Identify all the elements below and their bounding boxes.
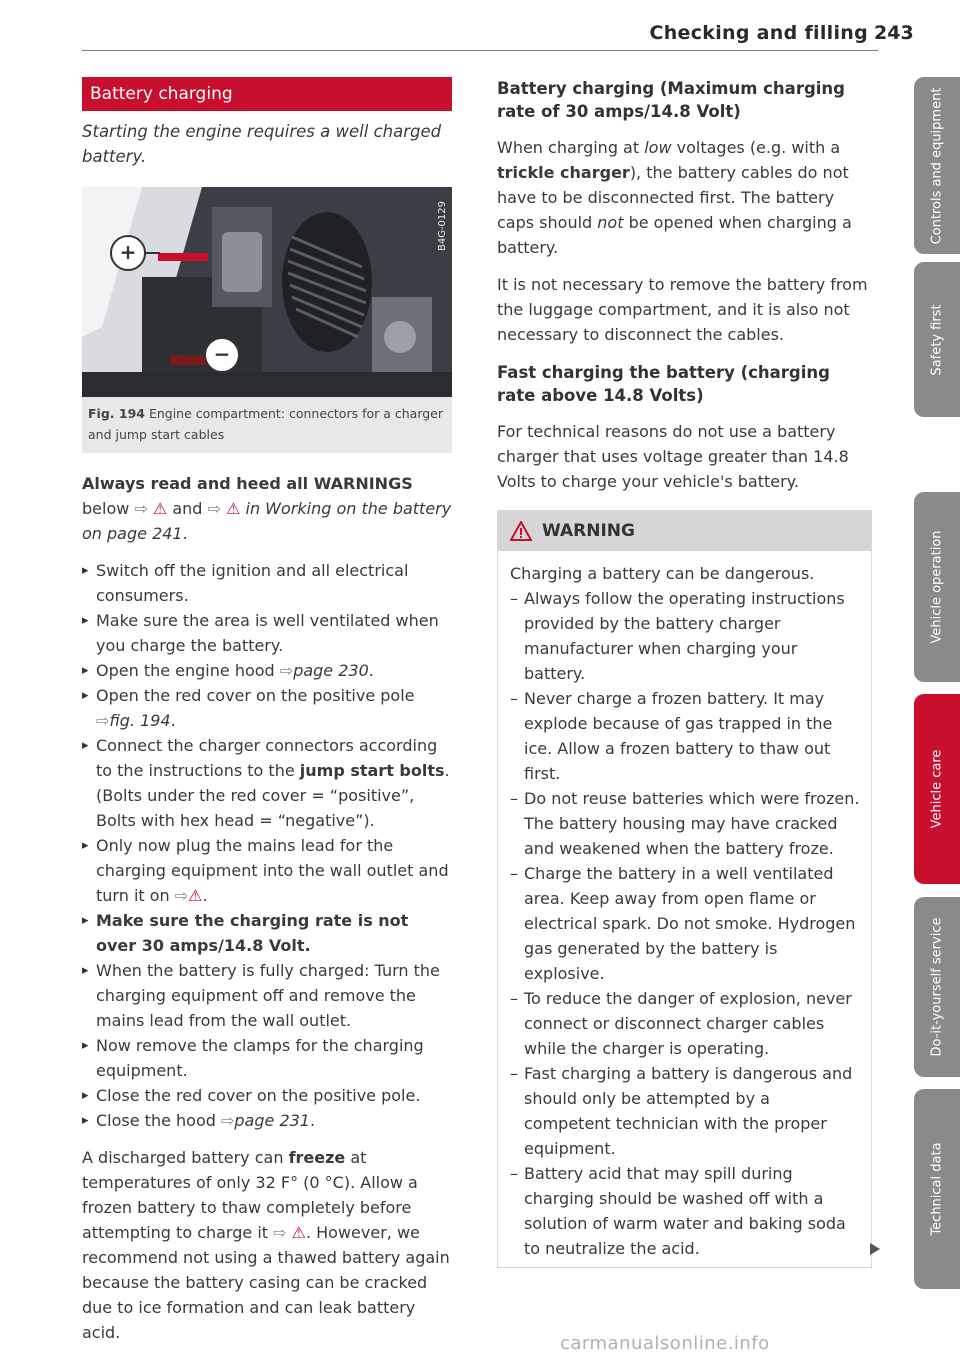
figure-caption [82,397,452,453]
list-item: – Charge the battery in a well ventilated area. Keep away from open flame or electrical spark. Do not smoke. Hydrogen gas generated by the battery is explosive. [510,861,861,986]
arrow-icon: ⇨ [134,499,148,518]
arrow-icon: ⇨ [174,886,189,905]
tab-safety-first[interactable]: Safety first [914,262,960,417]
warning-triangle-icon: ⚠ [291,1223,306,1242]
list-item: ▸ Open the red cover on the positive pole ⇨fig. 194. [82,683,452,733]
warning-triangle-icon: ⚠ [152,499,168,518]
figure-code: B4G-0129 [437,201,448,252]
procedure-steps [82,558,452,1133]
list-item: – Always follow the operating instructions provided by the battery charger manufacturer when charging your battery. [510,586,861,686]
technical-paragraph: For technical reasons do not use a battery charger that uses voltage greater than 14.8 Volts to charge your vehicle's battery. [497,422,849,491]
arrow-icon: ⇨ [96,711,110,730]
engine-compartment-figure [82,187,452,397]
warning-triangle-icon [510,521,532,541]
freeze-paragraph: A discharged battery can freeze at temperatures of only 32 F° (0 °C). Allow a frozen battery to thaw completely before attempting to charge it ⇨ ⚠. However, we recommend not using a thawed battery again because the battery casing can be cracked due to ice formation and can leak battery acid. [82,1148,450,1342]
list-item: – Never charge a frozen battery. It may explode because of gas trapped in the ice. Allow a frozen battery to thaw out first. [510,686,861,786]
warning-body [498,551,871,1267]
arrow-icon: ⇨ [279,661,294,680]
list-item: ▸ Open the engine hood ⇨page 230. [82,658,452,683]
arrow-icon: ⇨ [273,1223,287,1242]
section-heading: Battery charging [82,77,452,111]
figure-caption-text: Engine compartment: connectors for a charger and jump start cables [88,406,444,442]
list-item: – Battery acid that may spill during charging should be washed off with a solution of warm water and baking soda to neutralize the acid. [510,1161,861,1261]
minus-symbol: − [213,342,231,366]
right-column [497,77,872,1268]
warning-triangle-icon: ⚠ [226,499,241,518]
cross-reference-link[interactable]: in Working on the battery on page 241 [82,499,452,543]
warning-triangle-icon: ⚠ [188,886,203,905]
warning-box-header [498,511,871,551]
list-item: ▸ Now remove the clamps for the charging equipment. [82,1033,452,1083]
page-link[interactable]: page 230 [293,661,369,680]
figure-link[interactable]: fig. 194 [109,711,171,730]
section-intro: Starting the engine requires a well charged battery. [82,122,442,166]
list-item: ▸ Close the hood ⇨page 231. [82,1108,452,1133]
arrow-icon: ⇨ [220,1111,235,1130]
list-item: ▸ When the battery is fully charged: Turn the charging equipment off and remove the mains lead from the wall outlet. [82,958,452,1033]
subheading-max-rate: Battery charging (Maximum charging rate of 30 amps/14.8 Volt) [497,79,845,121]
page-link[interactable]: page 231 [234,1111,310,1130]
header-rule [82,50,878,51]
arrow-icon: ⇨ [207,499,221,518]
continued-arrow-icon [870,1243,880,1255]
subheading-fast-charging: Fast charging the battery (charging rate above 14.8 Volts) [497,363,830,405]
list-item: – Do not reuse batteries which were frozen. The battery housing may have cracked and weakened when the battery froze. [510,786,861,861]
plus-symbol: + [119,240,137,264]
warning-items [510,586,861,1261]
left-column [82,77,452,1345]
page-number: 243 [874,22,914,44]
tab-controls-and-equipment[interactable]: Controls and equipment [914,77,960,254]
tab-vehicle-operation[interactable]: Vehicle operation [914,492,960,682]
engine-illustration [82,187,452,397]
list-item: ▸ Only now plug the mains lead for the charging equipment into the wall outlet and turn it on ⇨⚠. [82,833,452,908]
list-item: ▸ Connect the charger connectors according to the instructions to the jump start bolts. (Bolts under the red cover = “positive”, Bolts with hex head = “negative”). [82,733,452,833]
list-item: ▸ Make sure the area is well ventilated when you charge the battery. [82,608,452,658]
list-item: ▸ Make sure the charging rate is not over 30 amps/14.8 Volt. [82,908,452,958]
trickle-paragraph: When charging at low voltages (e.g. with a trickle charger), the battery cables do not have to be disconnected first. The battery caps should not be opened when charging a battery. [497,138,852,257]
watermark: carmanualsonline.info [560,1333,770,1354]
warning-reference: Always read and heed all WARNINGS below ⇨ ⚠ and ⇨ ⚠ in Working on the battery on page 241. [82,474,452,543]
tab-vehicle-care[interactable]: Vehicle care [914,694,960,884]
list-item: ▸ Switch off the ignition and all electrical consumers. [82,558,452,608]
tab-do-it-yourself-service[interactable]: Do-it-yourself service [914,897,960,1077]
removal-paragraph: It is not necessary to remove the battery from the luggage compartment, and it is also not necessary to disconnect the cables. [497,275,868,344]
figure-label: Fig. 194 [88,406,145,421]
list-item: ▸ Close the red cover on the positive pole. [82,1083,452,1108]
list-item: – To reduce the danger of explosion, never connect or disconnect charger cables while the charger is operating. [510,986,861,1061]
warning-title: WARNING [542,521,635,541]
list-item: – Fast charging a battery is dangerous and should only be attempted by a competent technician with the proper equipment. [510,1061,861,1161]
warning-intro: Charging a battery can be dangerous. [510,564,815,583]
tab-technical-data[interactable]: Technical data [914,1089,960,1289]
running-header-title: Checking and filling [649,22,868,44]
warning-box [497,510,872,1268]
